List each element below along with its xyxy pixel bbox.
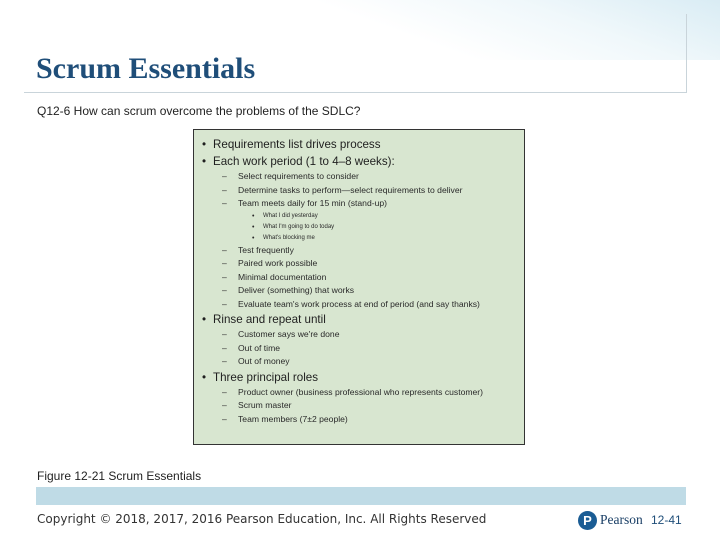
sub-out-of-time: – Out of time bbox=[194, 342, 524, 356]
slide-title: Scrum Essentials bbox=[36, 52, 256, 85]
copyright-notice: Copyright © 2018, 2017, 2016 Pearson Education, Inc. All Rights Reserved bbox=[37, 512, 487, 526]
sub-daily-standup: – Team meets daily for 15 min (stand-up) bbox=[194, 197, 524, 211]
slide-number: 12-41 bbox=[651, 513, 682, 527]
sub-evaluate-process: – Evaluate team's work process at end of period (and say thanks) bbox=[194, 298, 524, 312]
sub-paired-work: – Paired work possible bbox=[194, 257, 524, 271]
sub-team-members: – Team members (7±2 people) bbox=[194, 413, 524, 427]
figure-caption: Figure 12-21 Scrum Essentials bbox=[37, 469, 202, 483]
sub-out-of-money: – Out of money bbox=[194, 355, 524, 369]
bullet-work-period: • Each work period (1 to 4–8 weeks): bbox=[194, 153, 524, 170]
footer-band bbox=[36, 487, 686, 505]
pearson-logo-wordmark: Pearson bbox=[600, 512, 643, 527]
sub-test-frequently: – Test frequently bbox=[194, 244, 524, 258]
sub-scrum-master: – Scrum master bbox=[194, 399, 524, 413]
slide-subtitle: Q12-6 How can scrum overcome the problems of the SDLC? bbox=[37, 104, 361, 118]
scrum-essentials-figure bbox=[193, 129, 525, 445]
bullet-rinse-repeat: • Rinse and repeat until bbox=[194, 311, 524, 328]
sub-minimal-documentation: – Minimal documentation bbox=[194, 271, 524, 285]
sub-customer-done: – Customer says we're done bbox=[194, 328, 524, 342]
pearson-logo-icon: P bbox=[578, 511, 597, 530]
standup-blocking: • What's blocking me bbox=[194, 233, 524, 244]
bullet-three-roles: • Three principal roles bbox=[194, 369, 524, 386]
standup-do-today: • What I'm going to do today bbox=[194, 222, 524, 233]
standup-did-yesterday: • What I did yesterday bbox=[194, 211, 524, 222]
sub-determine-tasks: – Determine tasks to perform—select requirements to deliver bbox=[194, 184, 524, 198]
bullet-requirements-list: • Requirements list drives process bbox=[194, 136, 524, 153]
sub-product-owner: – Product owner (business professional who represents customer) bbox=[194, 386, 524, 400]
sub-deliver-something: – Deliver (something) that works bbox=[194, 284, 524, 298]
sub-select-requirements: – Select requirements to consider bbox=[194, 170, 524, 184]
